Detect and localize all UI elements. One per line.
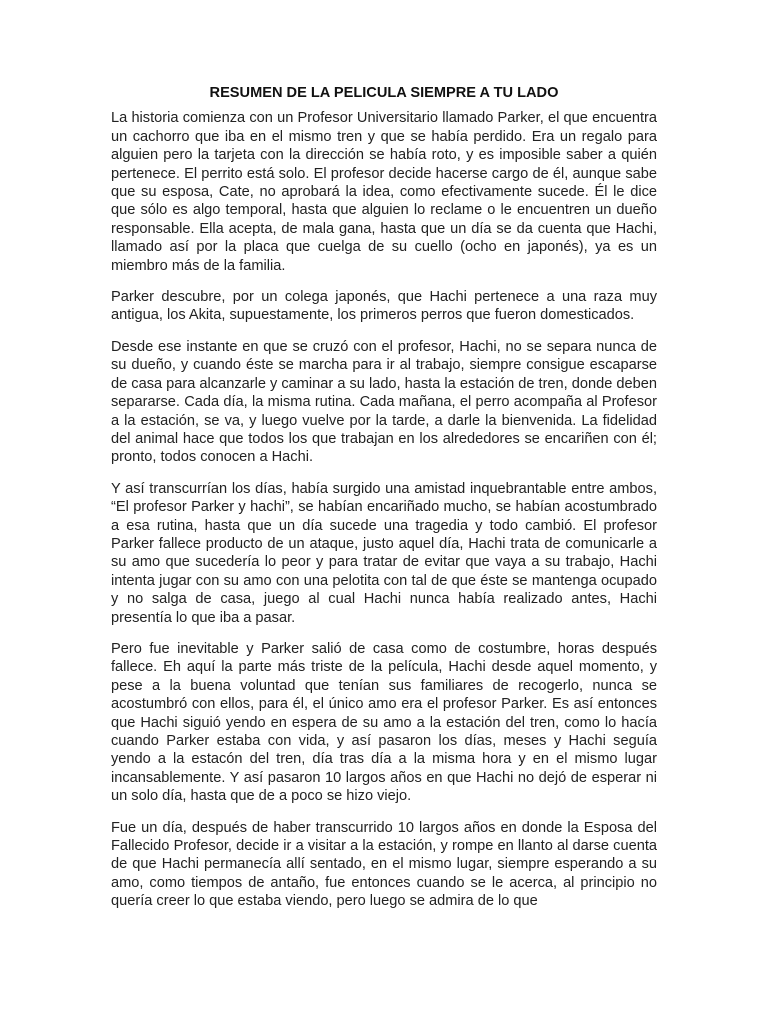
paragraph-routine: Desde ese instante en que se cruzó con el profesor, Hachi, no se separa nunca de su dueño, y cuando éste se marcha para ir al trabajo, siempre consigue escaparse de casa para alcanzarle y caminar a su lado, hasta la estación de tren, donde deben separarse. Cada día, la misma rutina. Cada mañana, el perro acompaña al Profesor a la estación, se va, y luego vuelve por la tarde, a darle la bienvenida. La fidelidad del animal hace que todos los que trabajan en los alrededores se encariñen con él; pronto, todos conocen a Hachi.: [111, 338, 657, 466]
document-body: [111, 84, 657, 924]
paragraph-akita: Parker descubre, por un colega japonés, que Hachi pertenece a una raza muy antigua, los Akita, supuestamente, los primeros perros que fueron domesticados.: [111, 289, 657, 324]
paragraph-visit: Fue un día, después de haber transcurrido 10 largos años en donde la Esposa del Fallecido Profesor, decide ir a visitar a la estación, y rompe en llanto al darse cuenta de que Hachi permanecía allí sentado, en el mismo lugar, siempre esperando a su amo, como tiempos de antaño, fue entonces cuando se le acerca, al principio no quería creer lo que estaba viendo, pero luego se admira de lo que: [111, 819, 657, 910]
paragraph-tragedy: Y así transcurrían los días, había surgido una amistad inquebrantable entre ambos, “El profesor Parker y hachi”, se habían encariñado mucho, se habían acostumbrado a esa rutina, hasta que un día sucede una tragedia y todo cambió. El profesor Parker fallece producto de un ataque, justo aquel día, Hachi trata de comunicarle a su amo que sucedería lo peor y para tratar de evitar que vaya a su trabajo, Hachi intenta jugar con su amo con una pelotita con tal de que éste se mantenga ocupado y no salga de casa, juego al cual Hachi nunca había realizado antes, Hachi presentía lo que iba a pasar.: [111, 480, 657, 626]
document-title: RESUMEN DE LA PELICULA SIEMPRE A TU LADO: [209, 85, 559, 101]
paragraph-waiting: Pero fue inevitable y Parker salió de casa como de costumbre, horas después fallece. Eh aquí la parte más triste de la película, Hachi desde aquel momento, y pese a la buena voluntad que tenían sus familiares de recogerlo, nunca se acostumbró con ellos, para él, el único amo era el profesor Parker. Es así entonces que Hachi siguió yendo en espera de su amo a la estación del tren, como lo hacía cuando Parker estaba con vida, y así pasaron los días, meses y Hachi seguía yendo a la estacón del tren, día tras día a la misma hora y en el mismo lugar incansablemente. Y así pasaron 10 largos años en que Hachi no dejó de esperar ni un solo día, hasta que de a poco se hizo viejo.: [111, 640, 657, 805]
paragraph-intro: La historia comienza con un Profesor Universitario llamado Parker, el que encuentra un cachorro que iba en el mismo tren y que se había perdido. Era un regalo para alguien pero la tarjeta con la dirección se había roto, y es imposible saber a quién pertenece. El perrito está solo. El profesor decide hacerse cargo de él, aunque sabe que su esposa, Cate, no aprobará la idea, como efectivamente sucede. Él le dice que sólo es algo temporal, hasta que alguien lo reclame o le encuentren un dueño responsable. Ella acepta, de mala gana, hasta que un día se da cuenta que Hachi, llamado así por la placa que cuelga de su cuello (ocho en japonés), ya es un miembro más de la familia.: [111, 110, 657, 274]
